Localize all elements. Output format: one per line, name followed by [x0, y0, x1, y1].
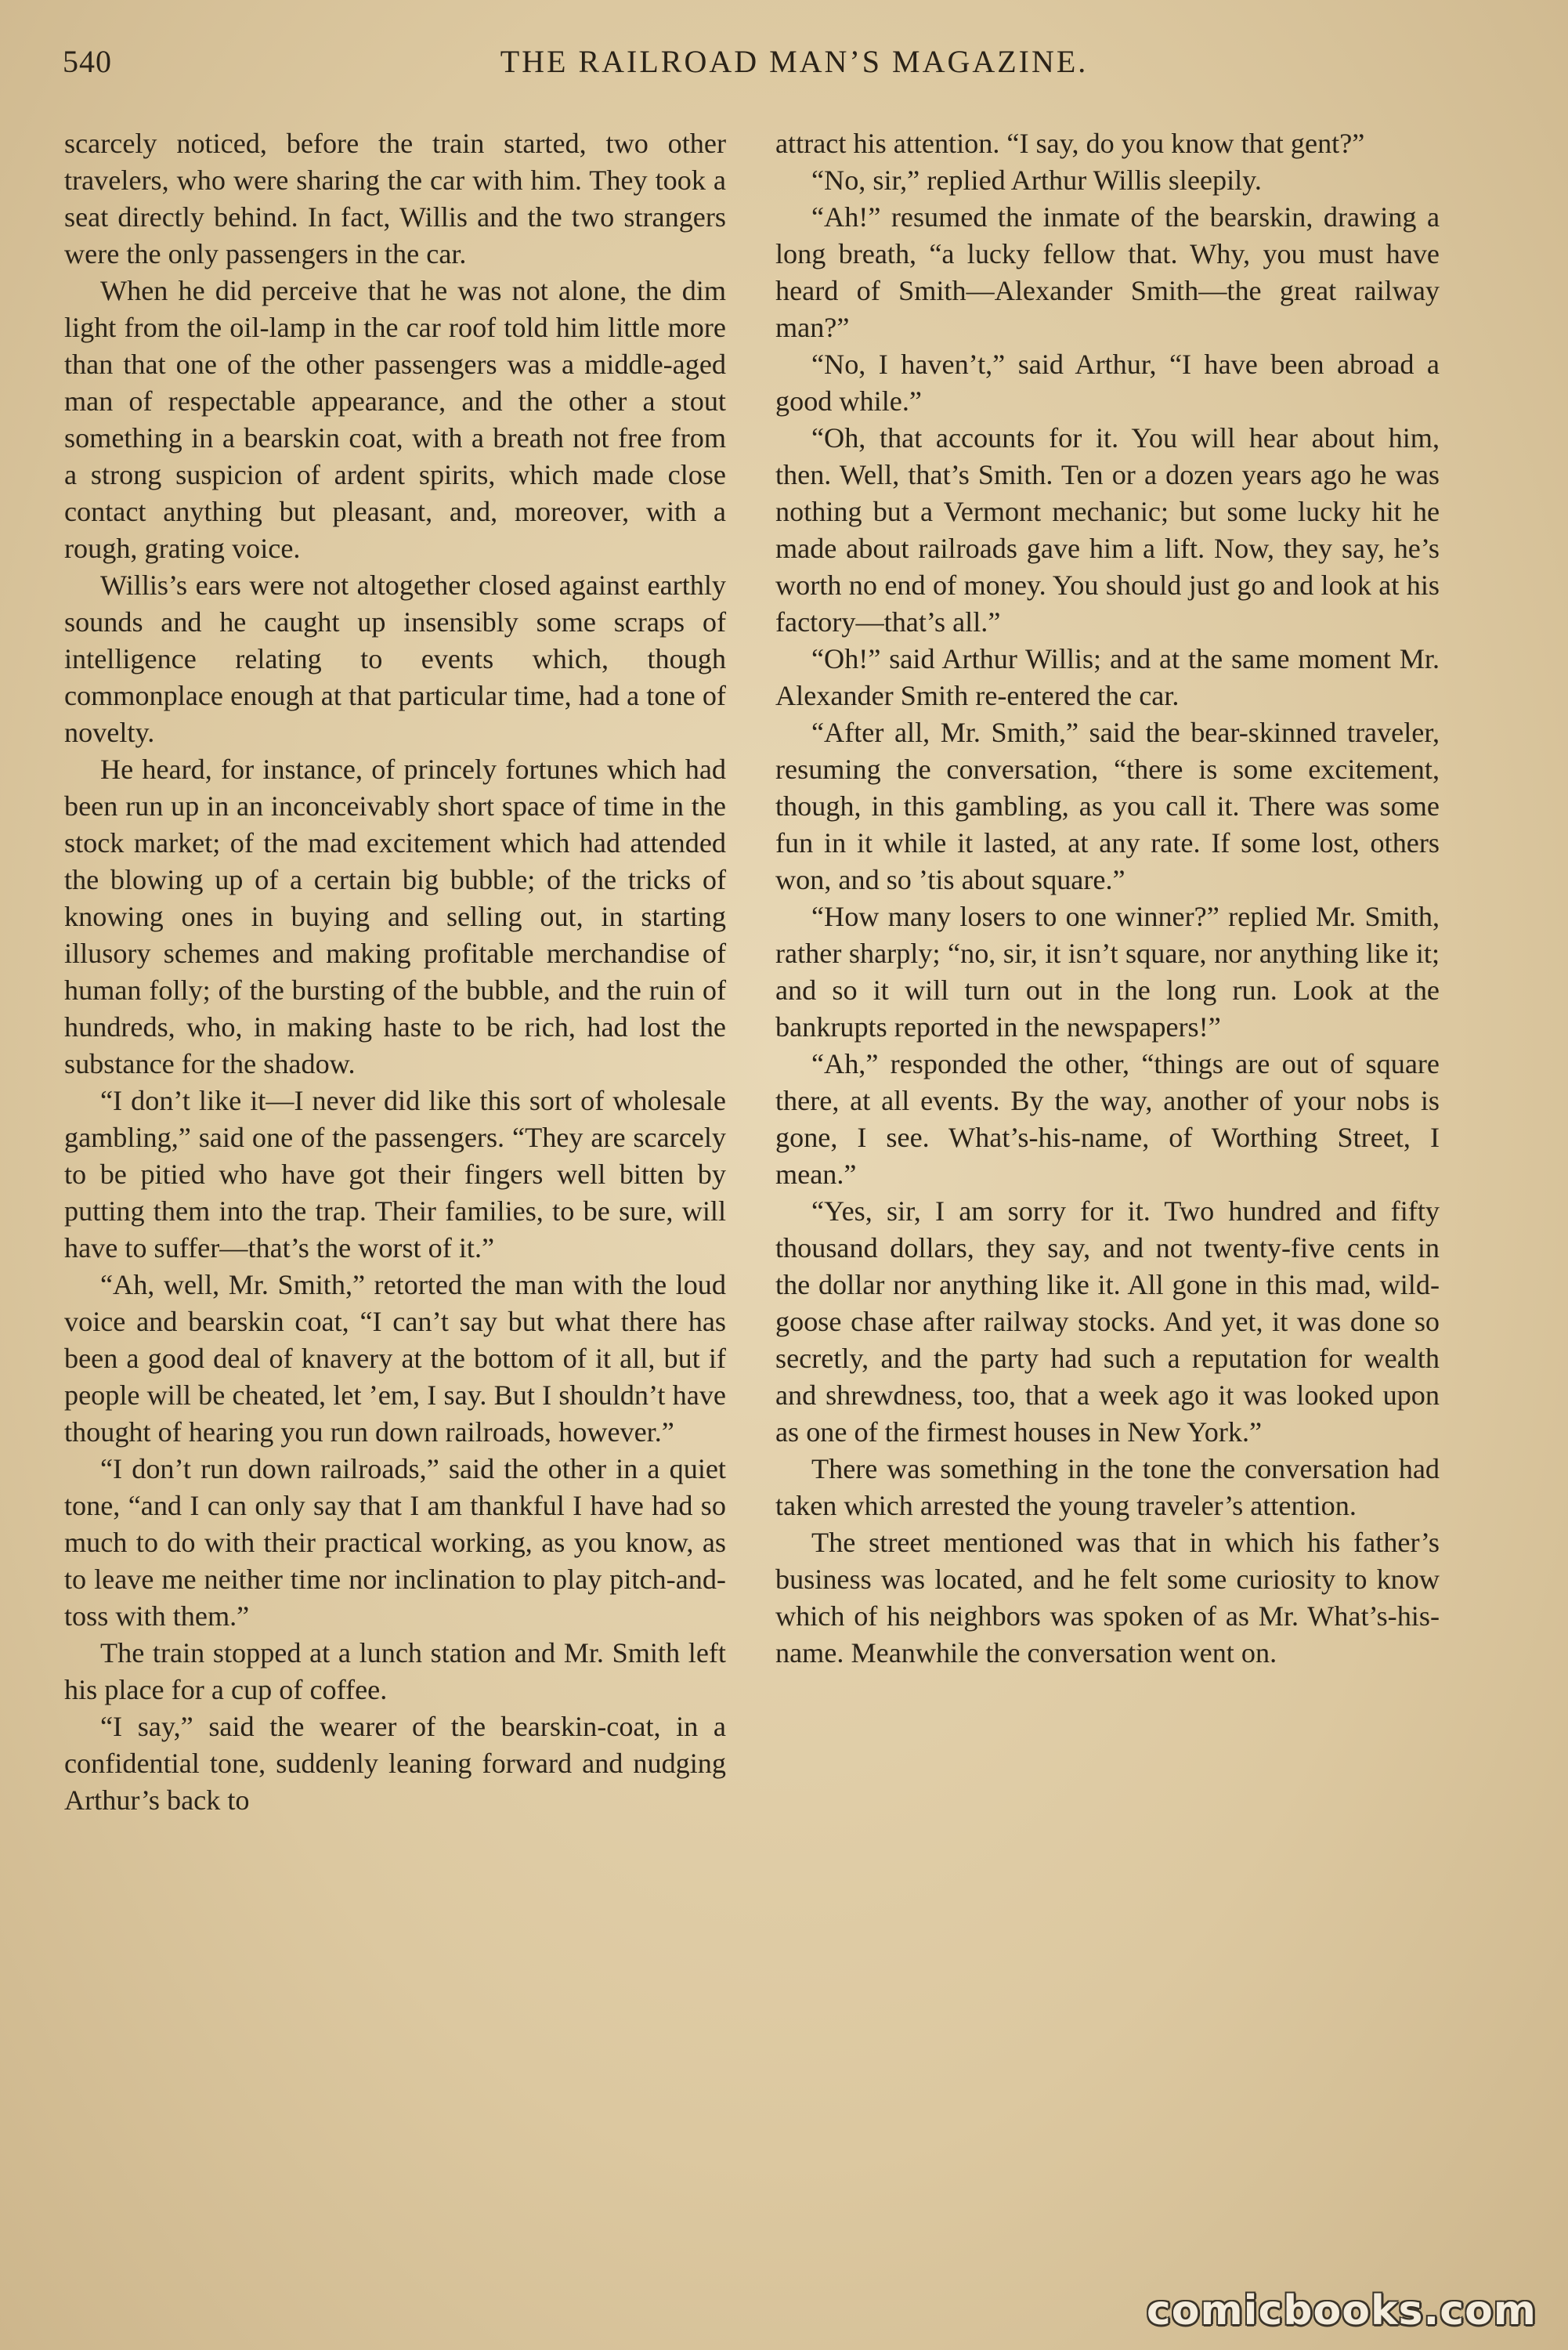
- paragraph: “No, I haven’t,” said Arthur, “I have been abroad a good while.”: [775, 349, 1440, 417]
- paragraph: Willis’s ears were not altogether closed against earthly sounds and he caught up insensibly some scraps of intelligence relating to events which, though commonplace enough at that particular time, had a tone of novelty.: [64, 569, 726, 748]
- paragraph: The train stopped at a lunch station and Mr. Smith left his place for a cup of coffee.: [64, 1637, 726, 1705]
- paragraph: “Ah!” resumed the inmate of the bearskin, drawing a long breath, “a lucky fellow that. Why, you must have heard of Smith—Alexander Smith—the great railway man?”: [775, 201, 1440, 343]
- paragraph: He heard, for instance, of princely fortunes which had been run up in an inconceivably short space of time in the stock market; of the mad excitement which had attended the blowing up of a certain big bubble; of the tricks of knowing ones in buying and selling out, in starting illusory schemes and making profitable merchandise of human folly; of the bursting of the bubble, and the ruin of hundreds, who, in making haste to be rich, had lost the substance for the shadow.: [64, 754, 726, 1079]
- right-column: [775, 125, 1440, 1672]
- paragraph: “Oh!” said Arthur Willis; and at the same moment Mr. Alexander Smith re-entered the car.: [775, 643, 1440, 711]
- paragraph: “Ah,” responded the other, “things are out of square there, at all events. By the way, another of your nobs is gone, I see. What’s-his-name, of Worthing Street, I mean.”: [775, 1048, 1440, 1190]
- paragraph: “No, sir,” replied Arthur Willis sleepily.: [811, 164, 1262, 196]
- paragraph: attract his attention. “I say, do you know that gent?”: [775, 128, 1365, 159]
- paragraph: “I don’t run down railroads,” said the other in a quiet tone, “and I can only say that I am thankful I have had so much to do with their practical working, as you know, as to leave me neither time nor inclination to play pitch-and-toss with them.”: [64, 1453, 726, 1632]
- paragraph: “After all, Mr. Smith,” said the bear-skinned traveler, resuming the conversation, “there is some excitement, though, in this gambling, as you call it. There was some fun in it while it lasted, at any rate. If some lost, others won, and so ’tis about square.”: [775, 717, 1440, 895]
- paragraph: The street mentioned was that in which his father’s business was located, and he felt some curiosity to know which of his neighbors was spoken of as Mr. What’s-his-name. Meanwhile the conversation went on.: [775, 1527, 1440, 1668]
- watermark-logo: comicbooks.com: [1146, 2287, 1537, 2334]
- running-title: THE RAILROAD MAN’S MAGAZINE.: [500, 44, 1089, 79]
- page-number: 540: [63, 44, 112, 79]
- paragraph: “I say,” said the wearer of the bearskin-coat, in a confidential tone, suddenly leaning forward and nudging Arthur’s back to: [64, 1711, 726, 1816]
- paragraph: scarcely noticed, before the train started, two other travelers, who were sharing the car with him. They took a seat directly behind. In fact, Willis and the two strangers were the only passengers in the car.: [64, 128, 726, 269]
- paragraph: There was something in the tone the conversation had taken which arrested the young traveler’s attention.: [775, 1453, 1440, 1521]
- paragraph: “Oh, that accounts for it. You will hear about him, then. Well, that’s Smith. Ten or a dozen years ago he was nothing but a Vermont mechanic; but some lucky hit he made about railroads gave him a lift. Now, they say, he’s worth no end of money. You should just go and look at his factory—that’s all.”: [775, 422, 1440, 638]
- paragraph: “I don’t like it—I never did like this sort of wholesale gambling,” said one of the passengers. “They are scarcely to be pitied who have got their fingers well bitten by putting them into the trap. Their families, to be sure, will have to suffer—that’s the worst of it.”: [64, 1085, 726, 1264]
- paragraph: “How many losers to one winner?” replied Mr. Smith, rather sharply; “no, sir, it isn’t square, nor anything like it; and so it will turn out in the long run. Look at the bankrupts reported in the newspapers!”: [775, 901, 1440, 1043]
- page-header: [60, 43, 1443, 90]
- paragraph: When he did perceive that he was not alone, the dim light from the oil-lamp in the car roof told him little more than that one of the other passengers was a middle-aged man of respectable appearance, and the other a stout something in a bearskin coat, with a breath not free from a strong suspicion of ardent spirits, which made close contact anything but pleasant, and, moreover, with a rough, grating voice.: [64, 275, 726, 564]
- paragraph: “Ah, well, Mr. Smith,” retorted the man with the loud voice and bearskin coat, “I can’t say but what there has been a good deal of knavery at the bottom of it all, but if people will be cheated, let ’em, I say. But I shouldn’t have thought of hearing you run down railroads, however.”: [64, 1269, 726, 1448]
- left-column: [64, 125, 726, 1819]
- paragraph: “Yes, sir, I am sorry for it. Two hundred and fifty thousand dollars, they say, and not twenty-five cents in the dollar nor anything like it. All gone in this mad, wild-goose chase after railway stocks. And yet, it was done so secretly, and the party had such a reputation for wealth and shrewdness, too, that a week ago it was looked upon as one of the firmest houses in New York.”: [775, 1195, 1440, 1448]
